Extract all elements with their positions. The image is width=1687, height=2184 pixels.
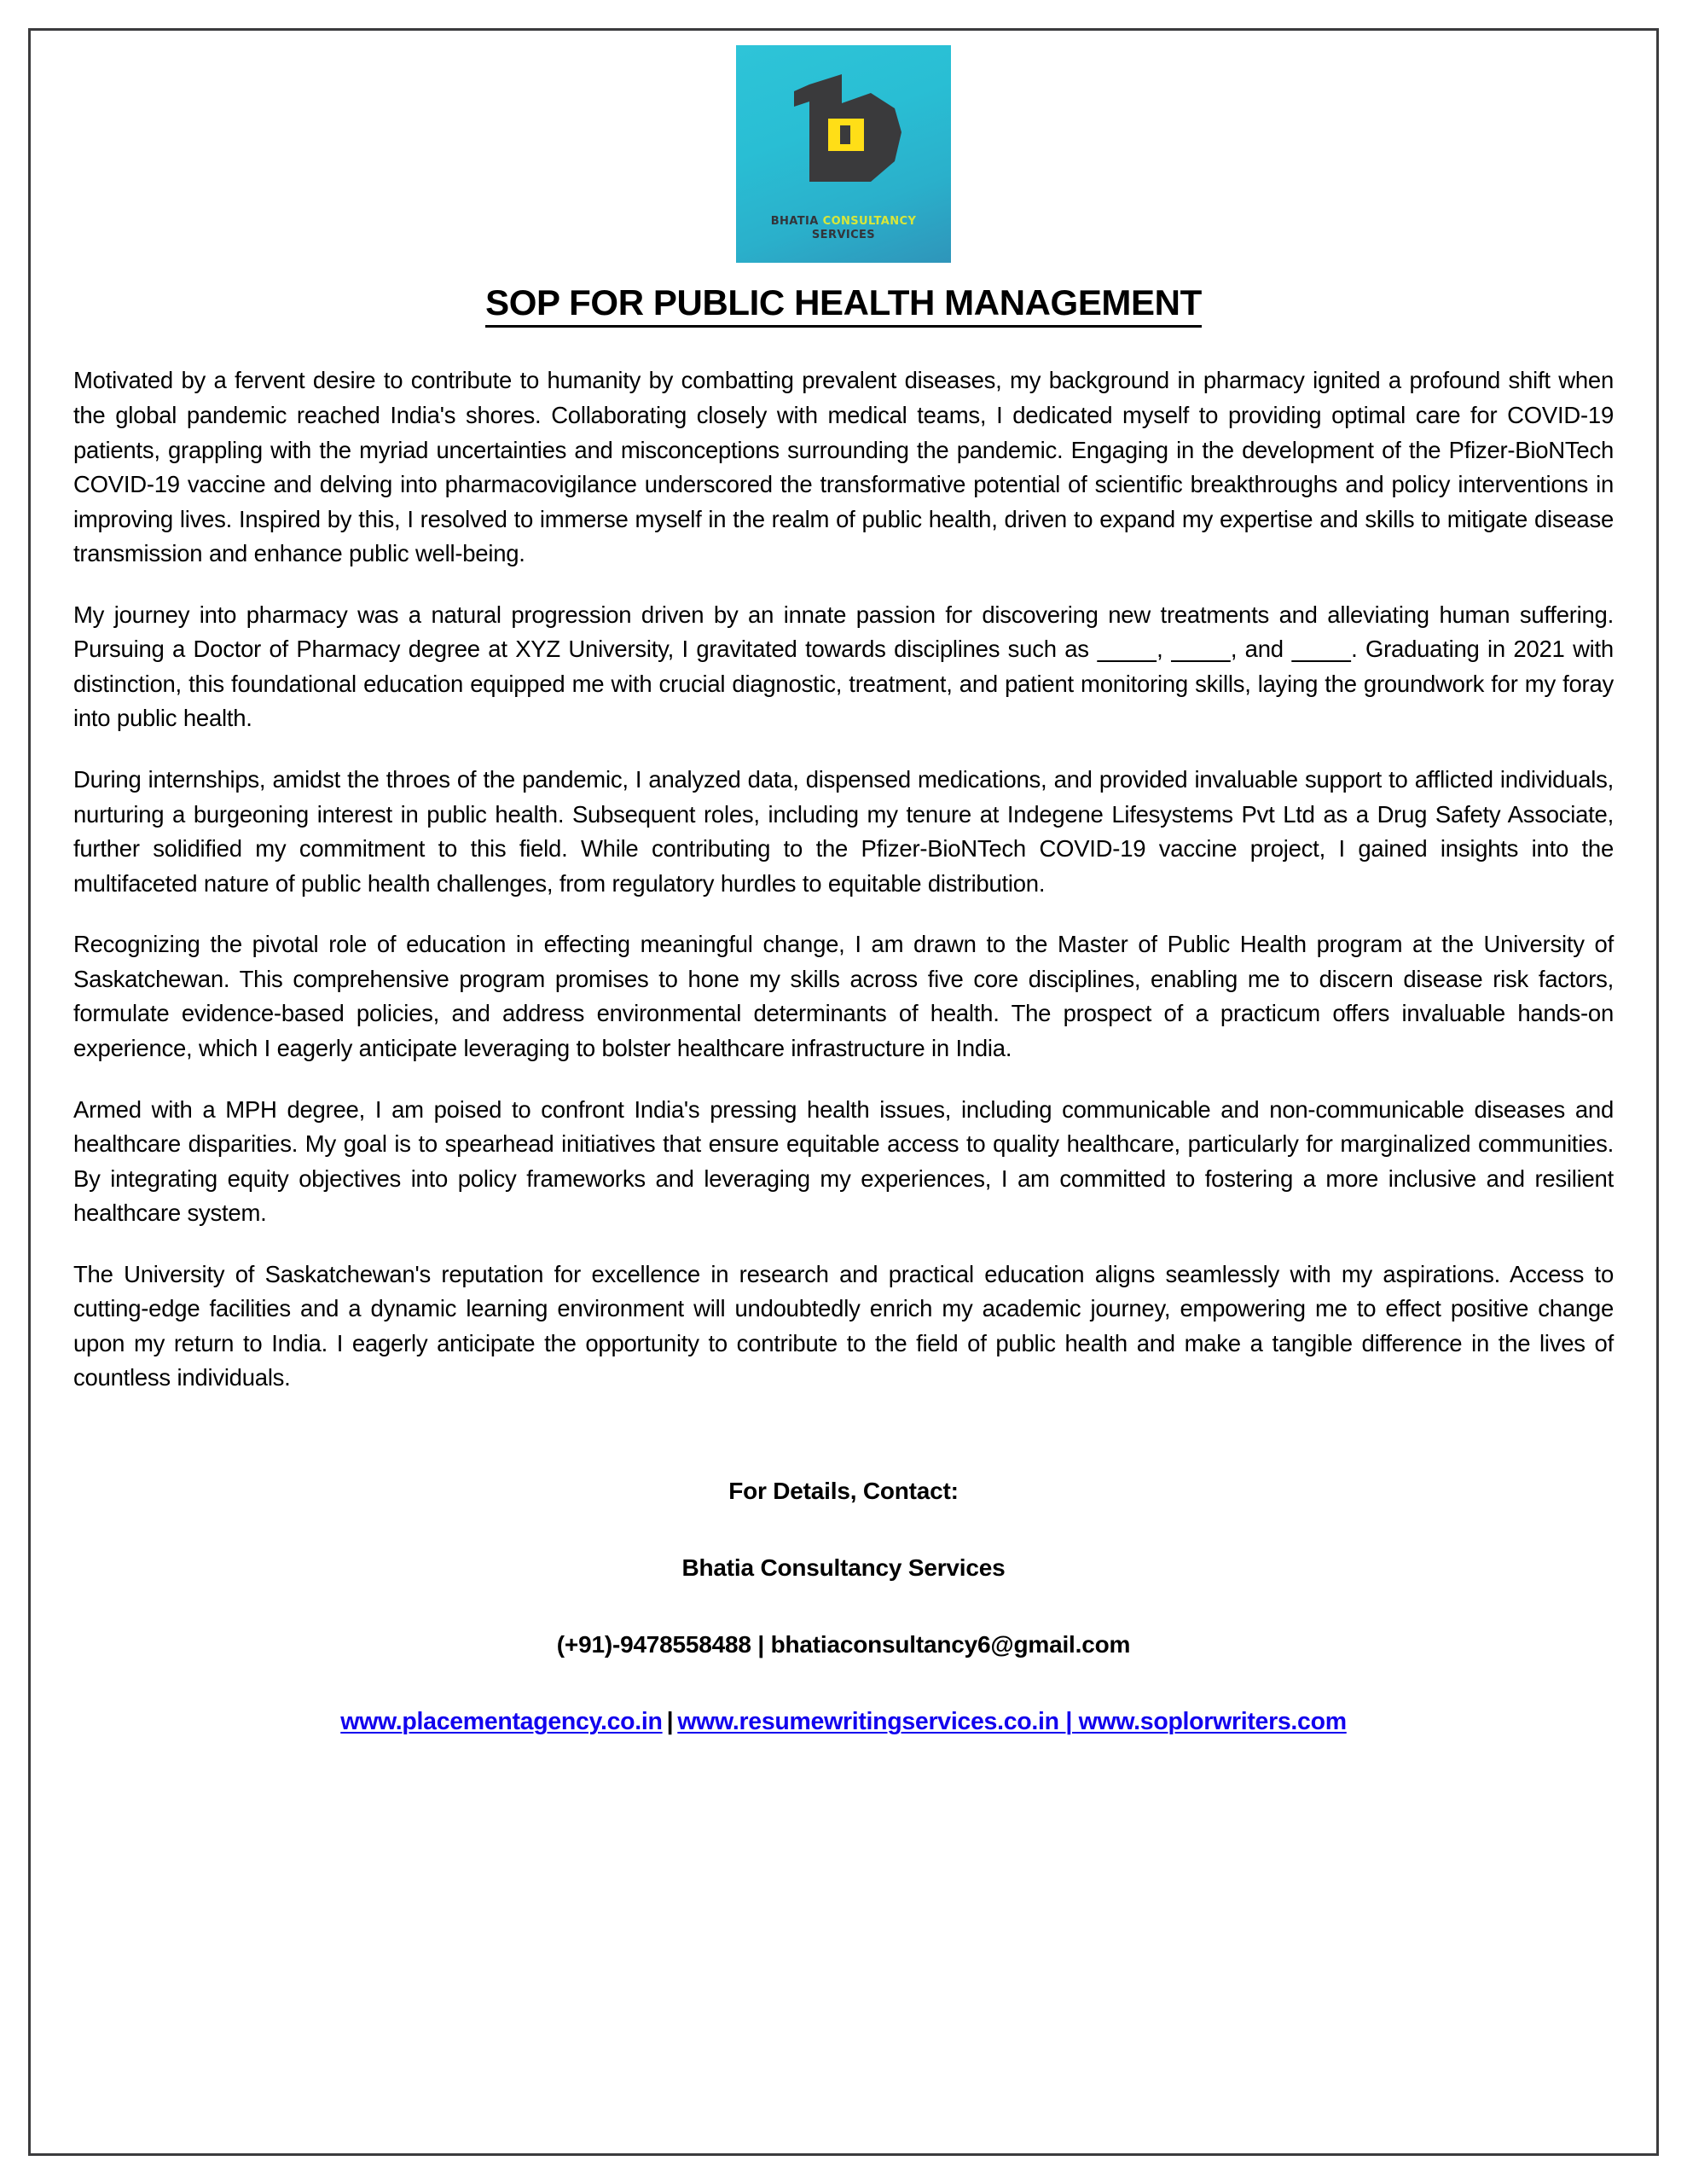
paragraph-program-fit: Recognizing the pivotal role of education in effecting meaningful change, I am drawn to the Master of Public Health program at the University of Saskatchewan. This comprehensive program promises to hone my skills across five core disciplines, enabling me to discern disease risk factors, formulate evidence-based policies, and address environmental determinants of health. The prospect of a practicum offers invaluable hands-on experience, which I eagerly anticipate leveraging to bolster healthcare infrastructure in India. <box>73 931 1614 1061</box>
link-placementagency[interactable]: www.placementagency.co.in <box>340 1708 663 1736</box>
paragraph-text-run: , <box>1157 636 1171 663</box>
bc-monogram-icon <box>775 69 912 189</box>
paragraph-internships: During internships, amidst the throes of the pandemic, I analyzed data, dispensed medications, and provided invaluable support to afflicted individuals, nurturing a burgeoning interest in public health. Subsequent roles, including my tenure at Indegene Lifesystems Pvt Ltd as a Drug Safety Associate, further solidified my commitment to this field. While contributing to the Pfizer-BioNTech COVID-19 vaccine project, I gained insights into the multifaceted nature of public health challenges, from regulatory hurdles to equitable distribution. <box>73 766 1614 897</box>
fill-in-blank <box>1171 636 1231 662</box>
document-title-text: SOP FOR PUBLIC HEALTH MANAGEMENT <box>485 282 1202 328</box>
paragraph-text-run: . Graduating in 2021 with distinction, this foundational education equipped me with crucial diagnostic, treatment, and patient monitoring skills, laying the groundwork for my foray into public health. <box>73 636 1614 732</box>
logo-caption-consultancy: CONSULTANCY <box>822 214 917 228</box>
document-title <box>73 282 1614 324</box>
fill-in-blank <box>1097 636 1157 662</box>
paragraph-intro: Motivated by a fervent desire to contribute to humanity by combatting prevalent diseases, my background in pharmacy ignited a profound shift when the global pandemic reached India's shores. Collaborating closely with medical teams, I dedicated myself to providing optimal care for COVID-19 patients, grappling with the myriad uncertainties and misconceptions surrounding the pandemic. Engaging in the development of the Pfizer-BioNTech COVID-19 vaccine and delving into pharmacovigilance underscored the transformative potential of scientific breakthroughs and policy interventions in improving lives. Inspired by this, I resolved to immerse myself in the realm of public health, driven to expand my expertise and skills to mitigate disease transmission and enhance public well-being. <box>73 367 1614 567</box>
logo-caption <box>736 215 951 243</box>
contact-heading: For Details, Contact: <box>728 1478 959 1505</box>
logo-header <box>73 44 1614 263</box>
link-separator: | <box>666 1708 674 1736</box>
page-content <box>28 28 1659 2156</box>
contact-footer <box>73 1478 1614 1736</box>
contact-links <box>73 1708 1614 1736</box>
contact-company: Bhatia Consultancy Services <box>681 1554 1006 1582</box>
paragraph-conclusion: The University of Saskatchewan's reputation for excellence in research and practical education aligns seamlessly with my aspirations. Access to cutting-edge facilities and a dynamic learning environment will undoubtedly enrich my academic journey, empowering me to effect positive change upon my return to India. I eagerly anticipate the opportunity to contribute to the field of public health and make a tangible difference in the lives of countless individuals. <box>73 1260 1614 1391</box>
link-resumewriting-and-sop[interactable]: www.resumewritingservices.co.in | www.soplorwriters.com <box>677 1708 1347 1736</box>
bhatia-consultancy-logo <box>736 45 951 263</box>
paragraph-goals: Armed with a MPH degree, I am poised to confront India's pressing health issues, including communicable and non-communicable diseases and healthcare disparities. My goal is to spearhead initiatives that ensure equitable access to quality healthcare, particularly for marginalized communities. By integrating equity objectives into policy frameworks and leveraging my experiences, I am committed to fostering a more inclusive and resilient healthcare system. <box>73 1095 1614 1227</box>
paragraph-text-run: , and <box>1230 636 1292 663</box>
logo-caption-services: SERVICES <box>811 228 876 241</box>
fill-in-blank <box>1291 636 1351 662</box>
contact-phone-email: (+91)-9478558488 | bhatiaconsultancy6@gmail.com <box>556 1631 1131 1658</box>
logo-caption-bhatia: BHATIA <box>770 214 823 228</box>
paragraph-education <box>73 598 1614 736</box>
document-body <box>73 363 1614 1396</box>
paragraph-text-run: My journey into pharmacy was a natural progression driven by an innate passion for discovering new treatments and alleviating human suffering. Pursuing a Doctor of Pharmacy degree at XYZ University, I gravitated towards disciplines such as <box>73 601 1614 663</box>
